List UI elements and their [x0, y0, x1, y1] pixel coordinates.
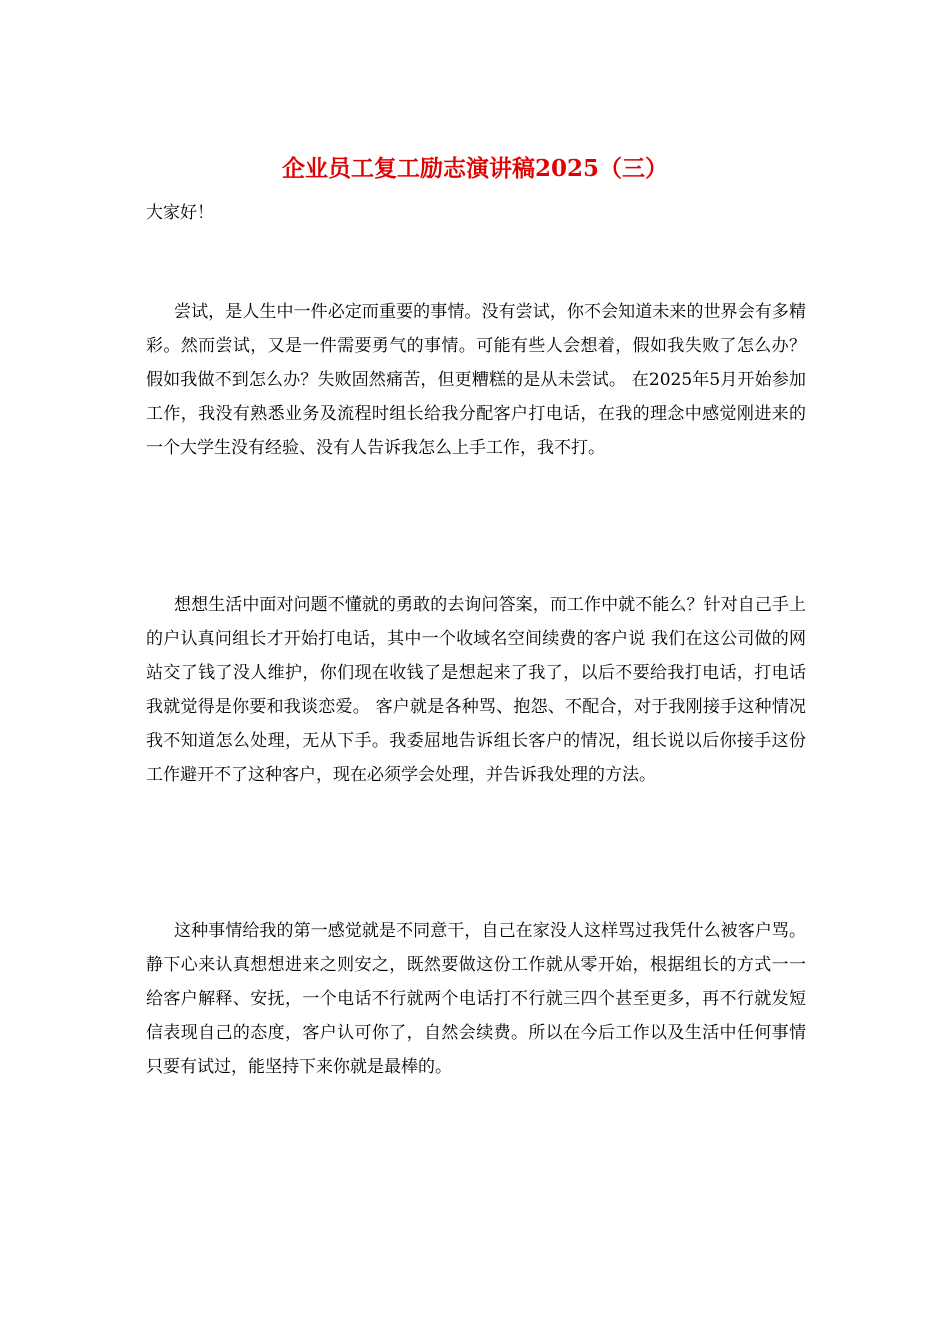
paragraph-1: 尝试，是人生中一件必定而重要的事情。没有尝试，你不会知道未来的世界会有多精彩。然而尝试，又是一件需要勇气的事情。可能有些人会想着，假如我失败了怎么办？假如我做不到怎么办？失败固然痛苦，但更糟糕的是从未尝试。 在2025年5月开始参加工作，我没有熟悉业务及流程时组长给我分配客户打电话，在我的理念中感觉刚进来的一个大学生没有经验、没有人告诉我怎么上手工作，我不打。 — [146, 302, 806, 458]
document-title: 企业员工复工励志演讲稿2025（三） — [281, 155, 668, 182]
paragraph-2: 想想生活中面对问题不懂就的勇敢的去询问答案，而工作中就不能么？针对自己手上的户认真问组长才开始打电话，其中一个收域名空间续费的客户说 我们在这公司做的网站交了钱了没人维护，你们现在收钱了是想起来了我了，以后不要给我打电话，打电话我就觉得是你要和我谈恋爱。 客户就是各种骂、抱怨、不配合，对于我刚接手这种情况我不知道怎么处理，无从下手。我委屈地告诉组长客户的情况，组长说以后你接手这份工作避开不了这种客户，现在必须学会处理，并告诉我处理的方法。 — [146, 595, 806, 785]
paragraph-3: 这种事情给我的第一感觉就是不同意干，自己在家没人这样骂过我凭什么被客户骂。静下心来认真想想进来之则安之，既然要做这份工作就从零开始，根据组长的方式一一给客户解释、安抚，一个电话不行就两个电话打不行就三四个甚至更多，再不行就发短信表现自己的态度，客户认可你了，自然会续费。所以在今后工作以及生活中任何事情只要有试过，能坚持下来你就是最棒的。 — [146, 921, 806, 1077]
greeting-text: 大家好！ — [146, 203, 214, 223]
